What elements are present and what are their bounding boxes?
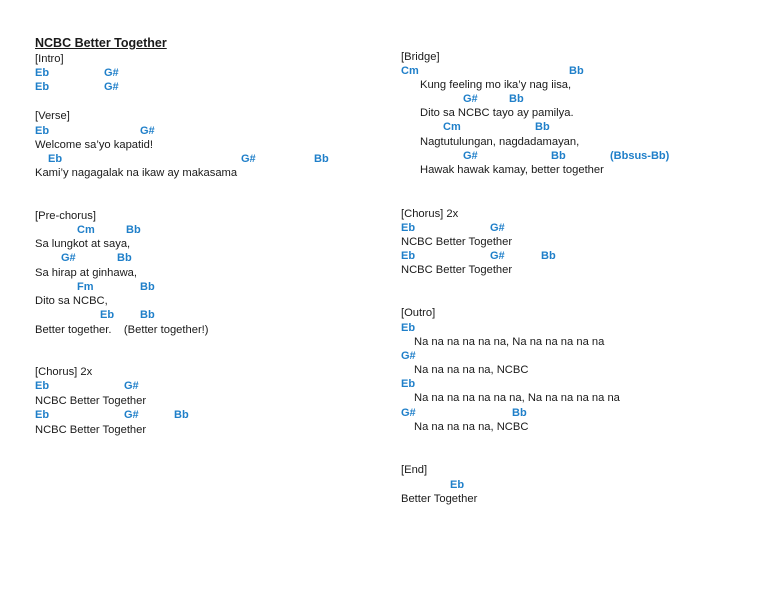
chord: (Bbsus-Bb): [610, 150, 670, 162]
section-label-intro: [Intro]: [35, 53, 64, 65]
chord: Eb: [35, 81, 50, 93]
chord: G#: [463, 150, 478, 162]
chord: G#: [401, 407, 416, 419]
chord: G#: [463, 93, 478, 105]
chord: Eb: [450, 479, 465, 491]
chord: Bb: [314, 153, 329, 165]
chord: Bb: [541, 250, 556, 262]
chord: G#: [490, 250, 505, 262]
section-label-bridge: [Bridge]: [401, 51, 440, 63]
lyric-line: NCBC Better Together: [401, 264, 513, 276]
lyric-line: Hawak hawak kamay, better together: [420, 164, 604, 176]
chord: Bb: [140, 309, 155, 321]
section-label-outro: [Outro]: [401, 307, 436, 319]
chord: Eb: [100, 309, 115, 321]
chord: Eb: [401, 250, 416, 262]
chord: Bb: [509, 93, 524, 105]
chord: Eb: [35, 409, 50, 421]
section-label-chorus: [Chorus] 2x: [35, 366, 93, 378]
chord: Eb: [401, 222, 416, 234]
section-label-verse: [Verse]: [35, 110, 70, 122]
lyric-line: NCBC Better Together: [401, 236, 513, 248]
lyric-line: Nagtutulungan, nagdadamayan,: [420, 136, 580, 148]
chord: G#: [124, 409, 139, 421]
chord: Eb: [48, 153, 63, 165]
chord: Eb: [35, 67, 50, 79]
chord: Cm: [401, 65, 419, 77]
chord: G#: [401, 350, 416, 362]
lyric-line: Kami’y nagagalak na ikaw ay makasama: [35, 167, 238, 179]
section-label-prechorus: [Pre-chorus]: [35, 210, 96, 222]
chord: G#: [104, 81, 119, 93]
lyric-line: NCBC Better Together: [35, 395, 147, 407]
lyric-line: Dito sa NCBC tayo ay pamilya.: [420, 107, 574, 119]
song-title: NCBC Better Together: [35, 36, 167, 50]
lyric-line: Kung feeling mo ika’y nag iisa,: [420, 79, 572, 91]
section-label-chorus: [Chorus] 2x: [401, 208, 459, 220]
chord: Bb: [551, 150, 566, 162]
section-label-end: [End]: [401, 464, 428, 476]
chord: Bb: [174, 409, 189, 421]
chord: Bb: [512, 407, 527, 419]
lyric-line: Dito sa NCBC,: [35, 295, 108, 307]
chord: G#: [140, 125, 155, 137]
lyric-line: NCBC Better Together: [35, 424, 147, 436]
chord: Bb: [140, 281, 155, 293]
chord: Eb: [401, 378, 416, 390]
chord: G#: [61, 252, 76, 264]
lyric-line: Na na na na na na na, Na na na na na na: [414, 392, 620, 404]
chord: Eb: [401, 322, 416, 334]
chord: Eb: [35, 380, 50, 392]
chord: G#: [241, 153, 256, 165]
chord: Bb: [126, 224, 141, 236]
lyric-line: Sa lungkot at saya,: [35, 238, 131, 250]
chord: Cm: [443, 121, 461, 133]
chord: Eb: [35, 125, 50, 137]
chord: G#: [104, 67, 119, 79]
lyric-line: Welcome sa’yo kapatid!: [35, 139, 153, 151]
lyric-line: Na na na na na, NCBC: [414, 421, 529, 433]
lyric-line: Na na na na na, NCBC: [414, 364, 529, 376]
chord: Fm: [77, 281, 94, 293]
chord: Bb: [117, 252, 132, 264]
chord: G#: [490, 222, 505, 234]
lyric-line: Better Together: [401, 493, 478, 505]
lyric-line: Better together. (Better together!): [35, 324, 209, 336]
chord: Bb: [535, 121, 550, 133]
chord: Cm: [77, 224, 95, 236]
chord: Bb: [569, 65, 584, 77]
lyric-line: Sa hirap at ginhawa,: [35, 267, 137, 279]
lyric-line: Na na na na na na, Na na na na na na: [414, 336, 605, 348]
chord: G#: [124, 380, 139, 392]
